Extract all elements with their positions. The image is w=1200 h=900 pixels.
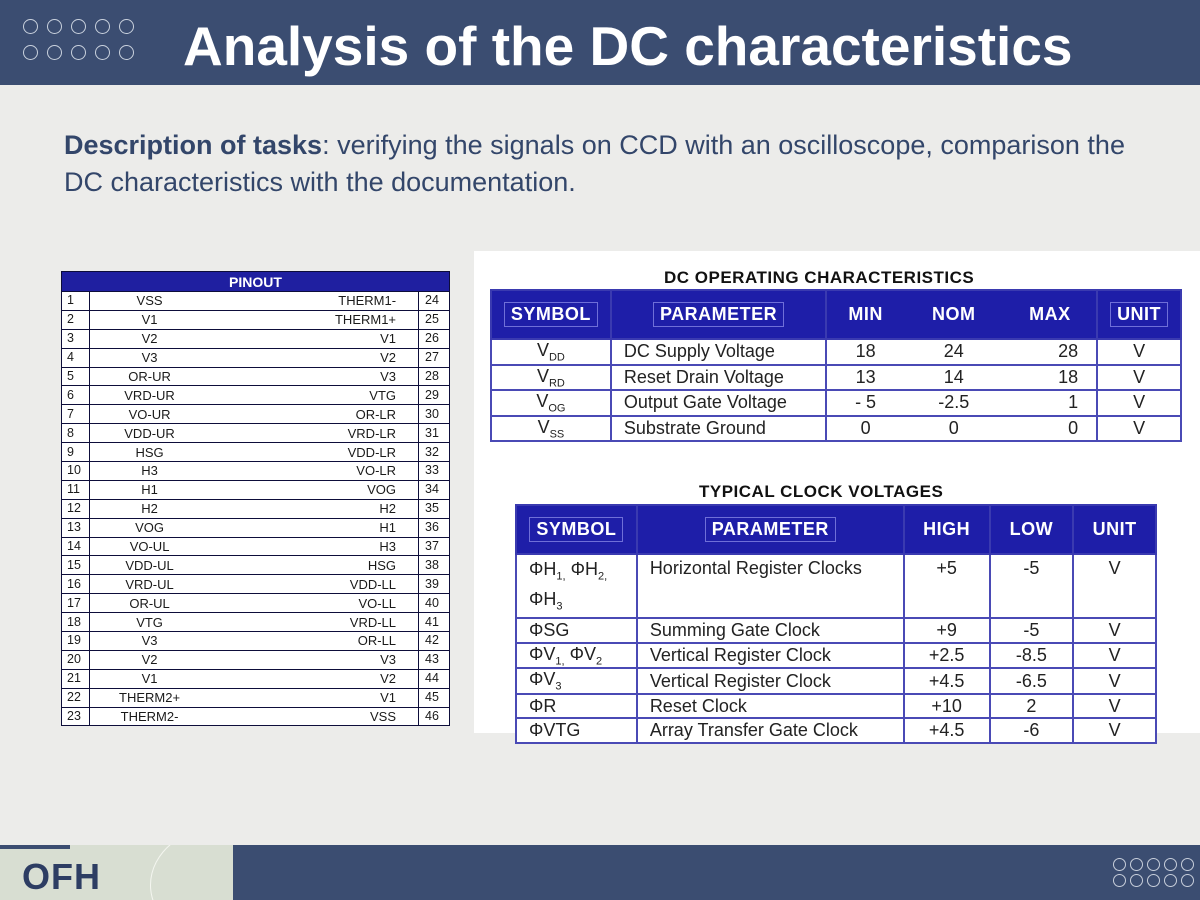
pin-signal-right: VOG <box>209 480 418 499</box>
pin-number-right: 44 <box>419 669 450 688</box>
nom-cell: 0 <box>904 416 1004 442</box>
table-row <box>62 556 450 575</box>
pin-number-left: 23 <box>62 707 90 726</box>
pin-number-right: 29 <box>419 386 450 405</box>
pin-signal-right: OR-LR <box>209 405 418 424</box>
parameter-cell: Reset Drain Voltage <box>611 365 826 391</box>
high-cell: +4.5 <box>904 718 990 743</box>
parameter-cell: Output Gate Voltage <box>611 390 826 416</box>
pin-number-right: 42 <box>419 632 450 651</box>
column-header-label: SYMBOL <box>529 517 623 542</box>
pin-number-right: 34 <box>419 480 450 499</box>
pin-number-right: 38 <box>419 556 450 575</box>
pin-signal-right: V2 <box>209 669 418 688</box>
pin-number-right: 41 <box>419 613 450 632</box>
pin-number-right: 25 <box>419 310 450 329</box>
pin-signal-right: H1 <box>209 518 418 537</box>
pin-number-left: 9 <box>62 443 90 462</box>
table-row <box>62 669 450 688</box>
unit-cell: V <box>1097 390 1181 416</box>
pin-number-right: 43 <box>419 650 450 669</box>
pin-signal-right: HSG <box>209 556 418 575</box>
pin-number-left: 10 <box>62 462 90 481</box>
pin-signal-left: VDD-UR <box>89 424 209 443</box>
unit-cell: V <box>1097 365 1181 391</box>
nom-cell: 14 <box>904 365 1004 391</box>
high-cell: +4.5 <box>904 668 990 694</box>
pin-signal-left: V1 <box>89 669 209 688</box>
pin-number-right: 36 <box>419 518 450 537</box>
parameter-cell: Summing Gate Clock <box>637 618 904 643</box>
characteristics-panel <box>474 251 1200 741</box>
pin-signal-left: VO-UL <box>89 537 209 556</box>
pin-signal-left: VDD-UL <box>89 556 209 575</box>
pinout-table <box>61 271 450 726</box>
low-cell: -5 <box>990 554 1074 618</box>
pin-signal-left: VRD-UL <box>89 575 209 594</box>
pin-signal-right: H2 <box>209 499 418 518</box>
unit-cell: V <box>1073 668 1156 694</box>
table-row <box>62 688 450 707</box>
pin-number-right: 30 <box>419 405 450 424</box>
pin-signal-left: VOG <box>89 518 209 537</box>
pin-number-right: 37 <box>419 537 450 556</box>
low-cell: -8.5 <box>990 643 1074 669</box>
max-cell: 18 <box>1004 365 1098 391</box>
symbol-cell <box>516 618 637 643</box>
max-cell: 0 <box>1004 416 1098 442</box>
pin-signal-right: VDD-LR <box>209 443 418 462</box>
pin-signal-left: VTG <box>89 613 209 632</box>
pinout-title: PINOUT <box>62 272 450 292</box>
pin-signal-right: VRD-LR <box>209 424 418 443</box>
unit-cell: V <box>1073 694 1156 719</box>
table-row <box>62 518 450 537</box>
unit-cell: V <box>1097 339 1181 365</box>
symbol-cell <box>516 668 637 694</box>
pin-number-left: 17 <box>62 594 90 613</box>
unit-cell: V <box>1073 554 1156 618</box>
description <box>64 127 1144 201</box>
min-cell: 18 <box>826 339 904 365</box>
pin-number-left: 6 <box>62 386 90 405</box>
pin-signal-right: V3 <box>209 650 418 669</box>
pin-signal-right: VRD-LL <box>209 613 418 632</box>
pin-signal-right: V1 <box>209 329 418 348</box>
pin-number-left: 2 <box>62 310 90 329</box>
pin-signal-right: VSS <box>209 707 418 726</box>
table-row <box>62 329 450 348</box>
header-bar <box>0 0 1200 85</box>
pin-number-left: 22 <box>62 688 90 707</box>
pin-signal-left: THERM2- <box>89 707 209 726</box>
pin-number-right: 39 <box>419 575 450 594</box>
pin-signal-right: H3 <box>209 537 418 556</box>
parameter-cell: Array Transfer Gate Clock <box>637 718 904 743</box>
table-row <box>491 416 1181 442</box>
ofh-logo: OFH <box>22 856 101 897</box>
pin-number-right: 27 <box>419 348 450 367</box>
column-header <box>516 505 637 554</box>
table-row <box>62 367 450 386</box>
table-row <box>62 310 450 329</box>
low-cell: 2 <box>990 694 1074 719</box>
pin-signal-left: H1 <box>89 480 209 499</box>
pin-number-left: 14 <box>62 537 90 556</box>
pin-signal-right: VO-LR <box>209 462 418 481</box>
min-cell: 0 <box>826 416 904 442</box>
parameter-cell: Horizontal Register Clocks <box>637 554 904 618</box>
pin-number-right: 31 <box>419 424 450 443</box>
pin-number-right: 26 <box>419 329 450 348</box>
parameter-cell: DC Supply Voltage <box>611 339 826 365</box>
high-cell: +9 <box>904 618 990 643</box>
column-header: UNIT <box>1073 505 1156 554</box>
table-row <box>62 575 450 594</box>
symbol-text: ΦSG <box>529 619 570 640</box>
pin-signal-left: V2 <box>89 329 209 348</box>
pin-number-left: 12 <box>62 499 90 518</box>
pin-signal-left: V3 <box>89 348 209 367</box>
decorative-dots <box>23 19 134 60</box>
parameter-cell: Reset Clock <box>637 694 904 719</box>
pin-number-right: 45 <box>419 688 450 707</box>
min-cell: 13 <box>826 365 904 391</box>
table-row <box>62 405 450 424</box>
decorative-dots <box>1113 858 1194 887</box>
pin-number-right: 33 <box>419 462 450 481</box>
table-row <box>516 694 1156 719</box>
pin-signal-right: V2 <box>209 348 418 367</box>
pin-signal-left: H2 <box>89 499 209 518</box>
pin-signal-right: OR-LL <box>209 632 418 651</box>
pin-number-left: 19 <box>62 632 90 651</box>
pin-number-left: 13 <box>62 518 90 537</box>
pin-signal-left: VO-UR <box>89 405 209 424</box>
column-header: HIGH <box>904 505 990 554</box>
pin-signal-left: THERM2+ <box>89 688 209 707</box>
pin-signal-left: HSG <box>89 443 209 462</box>
symbol-cell: $V_{RD}$ <box>491 365 611 391</box>
description-text: : verifying the signals on CCD with an oscilloscope, comparison the DC characteristics with the documentation. <box>64 130 1125 197</box>
min-cell: - 5 <box>826 390 904 416</box>
column-header-label: SYMBOL <box>504 302 598 327</box>
table-row <box>62 443 450 462</box>
pin-number-left: 1 <box>62 292 90 311</box>
pin-number-left: 21 <box>62 669 90 688</box>
symbol-cell <box>516 643 637 669</box>
column-header <box>491 290 611 339</box>
pin-number-right: 24 <box>419 292 450 311</box>
nom-cell: 24 <box>904 339 1004 365</box>
symbol-text: $\Phi V_3$ <box>529 669 562 693</box>
parameter-cell: Substrate Ground <box>611 416 826 442</box>
column-header <box>1097 290 1181 339</box>
table-row <box>62 499 450 518</box>
pin-number-right: 40 <box>419 594 450 613</box>
table-row <box>516 618 1156 643</box>
symbol-text: $\Phi H_{1,}$ $\Phi H_{2,}$ $\Phi H_3$ <box>529 559 608 613</box>
pin-signal-left: OR-UR <box>89 367 209 386</box>
high-cell: +10 <box>904 694 990 719</box>
symbol-cell <box>516 554 637 618</box>
description-label: Description of tasks <box>64 130 323 160</box>
dc-table-caption: DC OPERATING CHARACTERISTICS <box>664 268 975 287</box>
dc-characteristics-table <box>490 289 1182 442</box>
symbol-cell <box>516 718 637 743</box>
max-cell: 28 <box>1004 339 1098 365</box>
table-row <box>62 594 450 613</box>
pin-signal-right: THERM1- <box>209 292 418 311</box>
pin-number-left: 15 <box>62 556 90 575</box>
table-row <box>62 613 450 632</box>
pin-signal-right: THERM1+ <box>209 310 418 329</box>
table-row <box>62 292 450 311</box>
pin-signal-left: V1 <box>89 310 209 329</box>
table-row <box>62 707 450 726</box>
table-row <box>516 668 1156 694</box>
pin-number-left: 11 <box>62 480 90 499</box>
table-row <box>62 462 450 481</box>
column-header <box>637 505 904 554</box>
parameter-cell: Vertical Register Clock <box>637 643 904 669</box>
column-header: MAX <box>1004 290 1098 339</box>
pin-signal-left: V3 <box>89 632 209 651</box>
table-row <box>62 348 450 367</box>
low-cell: -5 <box>990 618 1074 643</box>
column-header-label: PARAMETER <box>653 302 784 327</box>
column-header: MIN <box>826 290 904 339</box>
table-row <box>62 650 450 669</box>
logo-area <box>0 845 233 900</box>
pin-signal-right: VO-LL <box>209 594 418 613</box>
table-row <box>516 554 1156 618</box>
column-header-label: PARAMETER <box>705 517 836 542</box>
column-header <box>611 290 826 339</box>
table-row <box>491 339 1181 365</box>
high-cell: +5 <box>904 554 990 618</box>
unit-cell: V <box>1097 416 1181 442</box>
unit-cell: V <box>1073 618 1156 643</box>
table-row <box>516 718 1156 743</box>
pin-number-left: 5 <box>62 367 90 386</box>
symbol-cell <box>516 694 637 719</box>
pin-number-right: 32 <box>419 443 450 462</box>
high-cell: +2.5 <box>904 643 990 669</box>
pin-signal-right: V1 <box>209 688 418 707</box>
pin-signal-left: OR-UL <box>89 594 209 613</box>
symbol-cell: $V_{DD}$ <box>491 339 611 365</box>
symbol-text: ΦR <box>529 695 557 716</box>
pin-signal-right: VDD-LL <box>209 575 418 594</box>
pin-signal-left: V2 <box>89 650 209 669</box>
low-cell: -6 <box>990 718 1074 743</box>
max-cell: 1 <box>1004 390 1098 416</box>
nom-cell: -2.5 <box>904 390 1004 416</box>
pin-number-left: 4 <box>62 348 90 367</box>
column-header: LOW <box>990 505 1074 554</box>
pin-number-left: 7 <box>62 405 90 424</box>
pin-signal-left: VSS <box>89 292 209 311</box>
pin-signal-right: V3 <box>209 367 418 386</box>
parameter-cell: Vertical Register Clock <box>637 668 904 694</box>
table-row <box>62 386 450 405</box>
pin-number-left: 18 <box>62 613 90 632</box>
pin-number-right: 28 <box>419 367 450 386</box>
pin-signal-left: H3 <box>89 462 209 481</box>
pin-signal-right: VTG <box>209 386 418 405</box>
unit-cell: V <box>1073 643 1156 669</box>
page-title: Analysis of the DC characteristics <box>183 15 1073 77</box>
table-row <box>62 537 450 556</box>
pin-number-left: 16 <box>62 575 90 594</box>
low-cell: -6.5 <box>990 668 1074 694</box>
table-row <box>491 390 1181 416</box>
symbol-cell: $V_{SS}$ <box>491 416 611 442</box>
pin-number-left: 20 <box>62 650 90 669</box>
pin-number-left: 8 <box>62 424 90 443</box>
table-row <box>516 643 1156 669</box>
pin-number-right: 35 <box>419 499 450 518</box>
table-row <box>62 480 450 499</box>
unit-cell: V <box>1073 718 1156 743</box>
symbol-text: ΦVTG <box>529 720 581 741</box>
pin-signal-left: VRD-UR <box>89 386 209 405</box>
column-header-label: UNIT <box>1110 302 1168 327</box>
symbol-cell: $V_{OG}$ <box>491 390 611 416</box>
pin-number-right: 46 <box>419 707 450 726</box>
table-row <box>62 632 450 651</box>
clock-table-caption: TYPICAL CLOCK VOLTAGES <box>699 482 944 501</box>
column-header: NOM <box>904 290 1004 339</box>
table-row <box>491 365 1181 391</box>
pin-number-left: 3 <box>62 329 90 348</box>
clock-voltages-table <box>515 504 1157 744</box>
table-row <box>62 424 450 443</box>
symbol-text: $\Phi V_{1,}$ $\Phi V_2$ <box>529 643 603 668</box>
